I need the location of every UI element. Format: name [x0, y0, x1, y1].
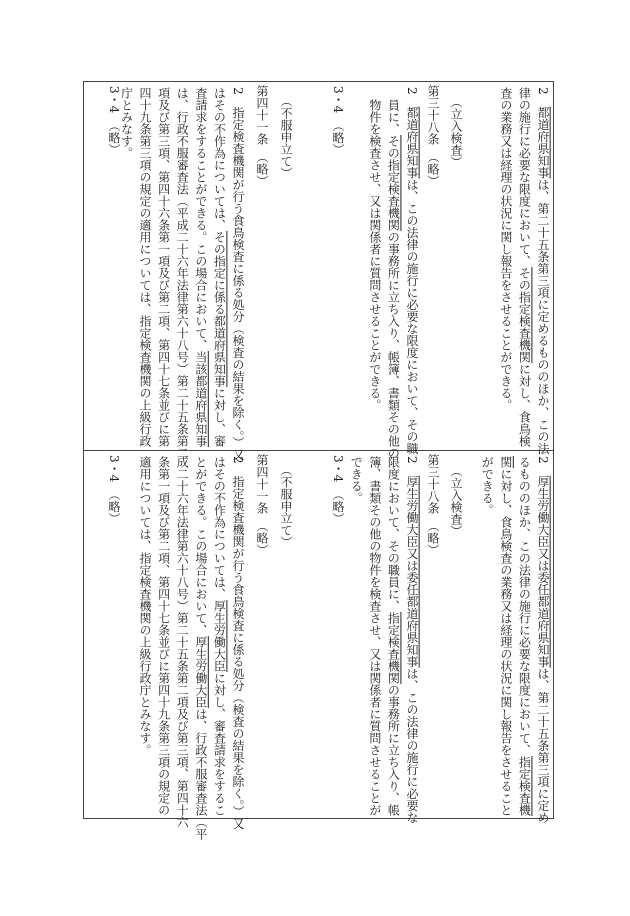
text-line [191, 87, 210, 461]
text-segment: 第四十一条 （略） [255, 85, 269, 187]
text-segment: は、この法律の施行に必要な [405, 667, 419, 824]
para-report-clause-2 [478, 456, 552, 824]
text-segment: 成二十六年法律第六十八号）第二十五条第二項及び第三項、第四十六 [175, 456, 190, 828]
heading-appeal [276, 95, 295, 179]
heading-inspection [446, 96, 465, 168]
text-line [496, 87, 515, 455]
text-line [173, 456, 192, 840]
text-line [228, 456, 247, 840]
clause-3-4-omitted [328, 86, 347, 155]
text-segment: 限度において、その職員に、 [386, 456, 401, 612]
amended-phrase: 厚生労働大臣又は委任都道府県知事 [536, 475, 550, 668]
text-line [423, 85, 442, 187]
text-line [191, 456, 210, 840]
text-segment: 2 指定検査機関が行う食鳥検査に係る処分（検査の結果を除く。）又 [231, 456, 245, 830]
heading-inspection [446, 465, 465, 537]
text-segment: は、行政不服審査法（平成二十六年法律第六十八号）第二十五条第二 [175, 87, 190, 459]
text-line [276, 464, 295, 548]
text-segment: はその不作為については、 [212, 87, 227, 231]
text-segment: 査の業務又は経理の状況に関し報告をさせることができる。 [498, 87, 513, 411]
clause-3-4-omitted [104, 86, 123, 155]
amended-phrase: 厚生労働大臣又は委任都道府県知事 [405, 475, 419, 668]
text-segment: 項及び第三項、第四十六条第一項及び第二項、第四十七条並びに第 [156, 87, 171, 447]
article-41 [252, 85, 271, 187]
text-segment: （立入検査） [449, 96, 463, 168]
text-segment: 3・4 （略） [331, 86, 345, 156]
text-line [347, 456, 366, 824]
text-line [104, 455, 123, 524]
text-line [402, 87, 421, 459]
article-38 [423, 85, 442, 187]
text-segment: の事務所に立ち入り、帳 [386, 684, 401, 816]
clause-3-4-omitted [328, 455, 347, 524]
text-line [515, 87, 534, 455]
text-segment: 第三十八条 （略） [426, 454, 440, 556]
text-line [365, 87, 384, 459]
current-text-cell [83, 451, 553, 840]
text-segment: ができる。 [480, 456, 495, 516]
text-segment: 2 [405, 456, 419, 476]
text-segment: に対し、食鳥検 [517, 363, 532, 447]
text-segment: 2 指定検査機関が行う食鳥検査に係る処分（検査の結果を除く。）又 [231, 87, 245, 461]
amended-phrase: 都道府県知事 [536, 106, 550, 179]
text-segment: 2 [536, 87, 550, 107]
para-inspection-clause-2 [347, 456, 421, 824]
text-line [384, 87, 403, 459]
amended-phrase: その指定検査機関 [517, 267, 532, 363]
text-segment: 3・4 （略） [107, 455, 121, 525]
text-line [423, 454, 442, 556]
text-segment: 適用については、指定検査機関の上級行政庁とみなす。 [138, 456, 153, 756]
text-line [478, 456, 497, 824]
article-38 [423, 454, 442, 556]
text-segment: 査請求をすることができる。この場合において、 [193, 87, 208, 351]
text-segment: 条第一項及び第二項、第四十七条並びに第四十九条第三項の規定の [156, 456, 171, 816]
text-segment: は、この法律の施行に必要な限度において、その職 [405, 178, 419, 455]
text-line [365, 456, 384, 824]
text-segment: 物件を検査させ、又は関係者に質問させることができる。 [367, 87, 382, 411]
article-41 [252, 454, 271, 556]
text-line [446, 465, 465, 537]
text-segment: （不服申立て） [279, 95, 293, 179]
text-segment: （不服申立て） [279, 464, 293, 548]
text-line [328, 86, 347, 155]
clause-3-4-omitted [104, 455, 123, 524]
text-segment: 第四十一条 （略） [255, 454, 269, 556]
text-line [533, 456, 552, 824]
text-segment: はその不作為については、 [212, 456, 227, 600]
heading-appeal [276, 464, 295, 548]
amended-phrase: 都道府県知事 [405, 106, 419, 179]
text-line [154, 87, 173, 461]
text-segment: の事務所に立ち入り、帳簿、書類その他の [386, 231, 401, 459]
text-line [515, 456, 534, 824]
amended-phrase: その指定検査機関 [386, 135, 401, 231]
text-segment: 第三十八条 （略） [426, 85, 440, 187]
text-segment: 2 [405, 87, 419, 107]
text-line [104, 86, 123, 155]
text-line [446, 96, 465, 168]
text-segment: に対し、審査請求をするこ [212, 672, 227, 816]
text-line [533, 87, 552, 455]
text-segment: 簿、書類その他の物件を検査させ、又は関係者に質問させることが [367, 456, 382, 816]
text-line [276, 95, 295, 179]
text-segment: に対し、審 [212, 387, 227, 447]
para-inspection-clause-2 [365, 87, 421, 459]
text-line [210, 87, 229, 461]
para-report-clause-2 [496, 87, 552, 455]
text-line [328, 455, 347, 524]
text-segment: 律の施行に必要な限度において、 [517, 87, 532, 267]
text-segment: るもののほか、この法律の施行に必要な限度において、 [517, 456, 532, 756]
text-line [173, 87, 192, 461]
amended-phrase: 厚生労働大臣 [193, 636, 208, 708]
text-line [252, 454, 271, 556]
text-segment: できる。 [349, 456, 364, 504]
text-segment: 庁とみなす。 [119, 87, 134, 159]
text-segment: は、第二十五条第三項に定めるもののほか、この法 [536, 178, 550, 455]
amended-phrase: 指定検査機関 [386, 612, 401, 684]
text-segment: に対し、食鳥検査の業務又は経理の状況に関し報告をさせること [498, 468, 513, 816]
text-line [402, 456, 421, 824]
para-appeal-clause-2 [135, 456, 247, 840]
text-line [210, 456, 229, 840]
table-right-border [553, 81, 554, 819]
text-segment: は、第二十五条第三項に定め [536, 667, 550, 824]
text-segment: （立入検査） [449, 465, 463, 537]
text-line [228, 87, 247, 461]
text-line [252, 85, 271, 187]
para-appeal-clause-2 [117, 87, 247, 461]
text-segment: 2 [536, 456, 550, 476]
text-line [135, 456, 154, 840]
text-line [135, 87, 154, 461]
text-line [154, 456, 173, 840]
text-segment: 3・4 （略） [331, 455, 345, 525]
text-segment: 四十九条第三項の規定の適用については、指定検査機関の上級行政 [138, 87, 153, 447]
text-segment: 3・4 （略） [107, 86, 121, 156]
amended-phrase: その指定に係る都道府県知事 [212, 231, 227, 387]
text-segment: は、行政不服審査法（平 [193, 708, 208, 840]
text-line [496, 456, 515, 824]
amended-phrase: 関 [498, 456, 513, 468]
text-line [384, 456, 403, 824]
amended-phrase: 指定検査機 [517, 756, 532, 816]
amended-phrase: 当該都道府県知事 [193, 351, 208, 447]
text-segment: 員に、 [386, 87, 401, 135]
text-segment: とができる。この場合において、 [193, 456, 208, 636]
revised-text-cell [83, 82, 553, 461]
amended-phrase: 厚生労働大臣 [212, 600, 227, 672]
